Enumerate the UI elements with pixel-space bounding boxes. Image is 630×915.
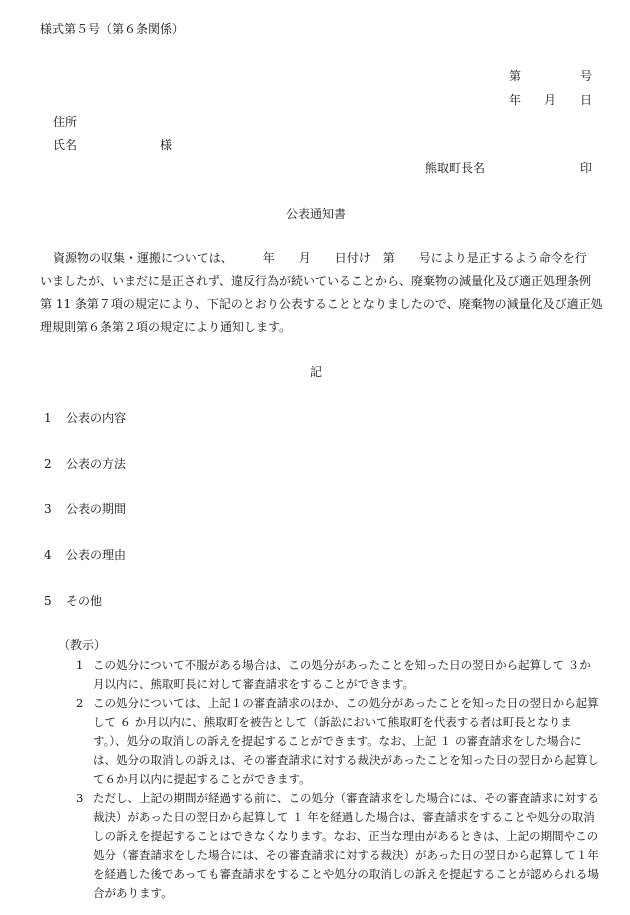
body-line-3: 第 11 条第７項の規定により、下記のとおり公表することとなりましたので、廃棄物の減量化及び適正処 [40,297,603,311]
body-line-4: 理規則第６条第２項の規定により通知します。 [40,320,292,334]
doc-number-suffix: 号 [580,69,593,83]
item-5-label: その他 [66,594,103,608]
item-3-label: 公表の期間 [66,502,127,516]
document-title: 公表通知書 [286,207,347,221]
name-label: 氏名 [53,138,78,152]
item-4-label: 公表の理由 [66,548,127,562]
sender-title: 熊取町長名 [425,161,486,175]
doc-number-prefix: 第 [509,69,522,83]
kyouji-item-2-text: この処分については、上記１の審査請求のほか、この処分があったことを知った日の翌日から起算して ６ か月以内に、熊取町を被告として（訴訟において熊取町を代表する者は町長となります。）、処分の取消しの訴えを提起することができます。なお、上記 １ の審査請求をした場合には、処分の取消しの訴えは、その審査請求に対する裁決があったことを知った日の翌日から起算して６か月以内に提起することができます。 [93,696,599,786]
item-1-number: 1 [44,411,52,425]
kyouji-item-2 [76,694,600,789]
kyouji-item-1-number: 1 [76,658,84,672]
date-day: 日 [580,93,593,107]
kyouji-item-1 [76,656,600,694]
item-2-label: 公表の方法 [66,457,127,471]
kyouji-item-2-number: 2 [76,696,84,710]
kyouji-item-3-number: 3 [76,791,84,805]
item-5-number: 5 [44,594,52,608]
ki-heading: 記 [310,365,323,379]
form-label: 様式第５号（第６条関係） [40,22,185,36]
item-2-number: 2 [44,457,52,471]
date-year: 年 [509,93,522,107]
address-label: 住所 [53,115,78,129]
honorific: 様 [160,138,173,152]
item-1-label: 公表の内容 [66,411,127,425]
body-line-1: 資源物の収集・運搬については、 年 月 日付け 第 号により是正するよう命令を行 [53,251,587,265]
body-line-2: いましたが、いまだに是正されず、違反行為が続いていることから、廃棄物の減量化及び適正処理条例 [40,274,592,288]
date-month: 月 [544,93,557,107]
kyouji-item-3 [76,789,600,903]
item-4-number: 4 [44,548,52,562]
item-3-number: 3 [44,502,52,516]
kyouji-heading: （教示） [58,638,107,652]
kyouji-item-3-text: ただし、上記の期間が経過する前に、この処分（審査請求をした場合には、その審査請求に対する裁決）があった日の翌日から起算して １ 年を経過した場合は、審査請求をすることや処分の取消しの訴えを提起することはできなくなります。なお、正当な理由があるときは、上記の期間やこの処分（審査請求をした場合には、その審査請求に対する裁決）があった日の翌日から起算して１年を経過した後であっても審査請求をすることや処分の取消しの訴えを提起することが認められる場合があります。 [93,791,599,900]
seal-mark: 印 [580,161,593,175]
kyouji-item-1-text: この処分について不服がある場合は、この処分があったことを知った日の翌日から起算して ３か月以内に、熊取町長に対して審査請求をすることができます。 [93,658,591,691]
